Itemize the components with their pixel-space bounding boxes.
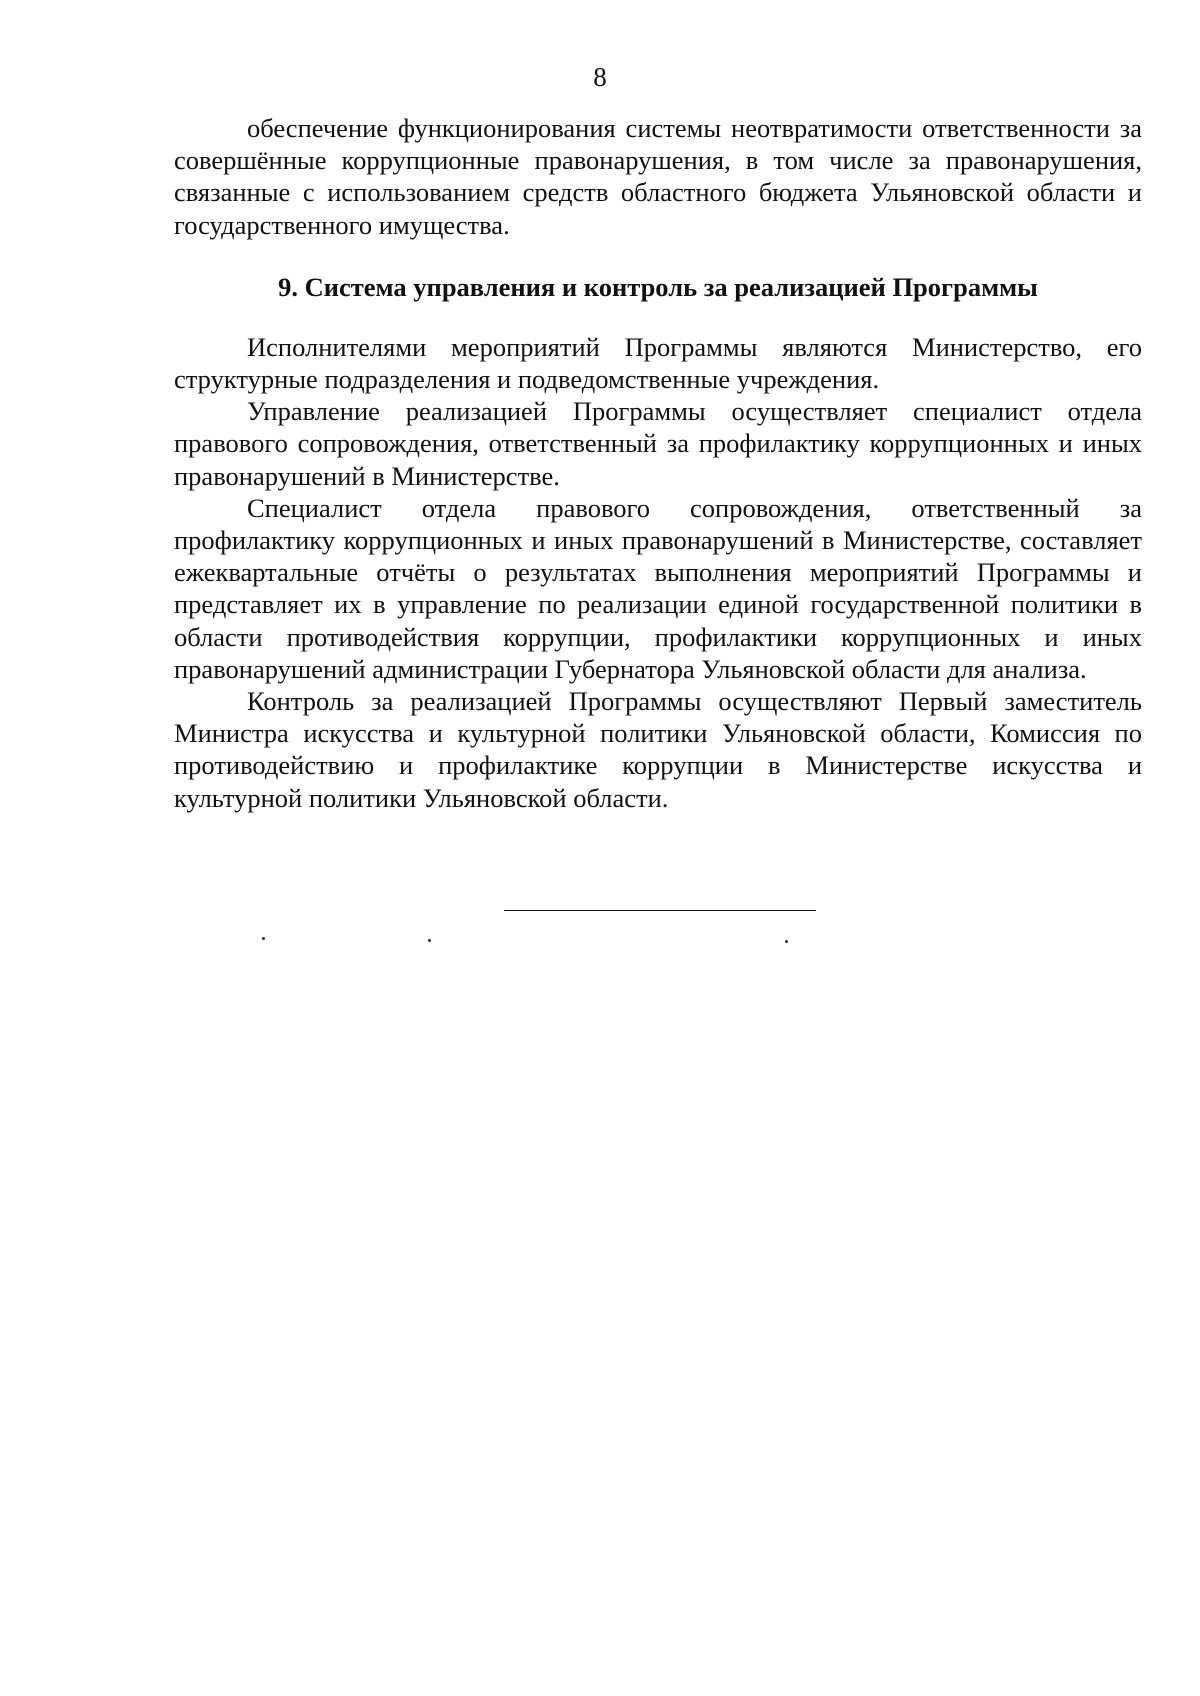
scan-speck — [785, 940, 788, 943]
end-of-text-rule — [504, 910, 816, 911]
body-paragraph-control: Контроль за реализацией Программы осуществляют Первый заместитель Министра искусства и культурной политики Ульяновской области, Комиссия по противодействию и профилактике коррупции в Министерстве искусства и культурной политики Ульяновской области. — [174, 686, 1142, 813]
body-paragraph-reporting: Специалист отдела правового сопровождения, ответственный за профилактику коррупционных и иных правонарушений в Министерстве, составляет ежеквартальные отчёты о результатах выполнения мероприятий Программы и представляет их в управление по реализации единой государственной политики в области противодействия коррупции, профилактики коррупционных и иных правонарушений администрации Губернатора Ульяновской области для анализа. — [174, 492, 1142, 684]
section-heading: 9. Система управления и контроль за реализацией Программы — [278, 271, 1038, 302]
continuation-paragraph: обеспечение функционирования системы неотвратимости ответственности за совершённые коррупционные правонарушения, в том числе за правонарушения, связанные с использованием средств областного бюджета Ульяновской области и государственного имущества. — [174, 113, 1142, 240]
body-paragraph-management: Управление реализацией Программы осуществляет специалист отдела правового сопровождения, ответственный за профилактику коррупционных и иных правонарушений в Министерстве. — [174, 396, 1142, 491]
scan-speck — [262, 937, 265, 940]
body-paragraph-executors: Исполнителями мероприятий Программы являются Министерство, его структурные подразделения и подведомственные учреждения. — [174, 331, 1142, 395]
document-body — [174, 112, 1142, 814]
scan-speck — [428, 939, 431, 942]
page-number: 8 — [593, 62, 607, 92]
